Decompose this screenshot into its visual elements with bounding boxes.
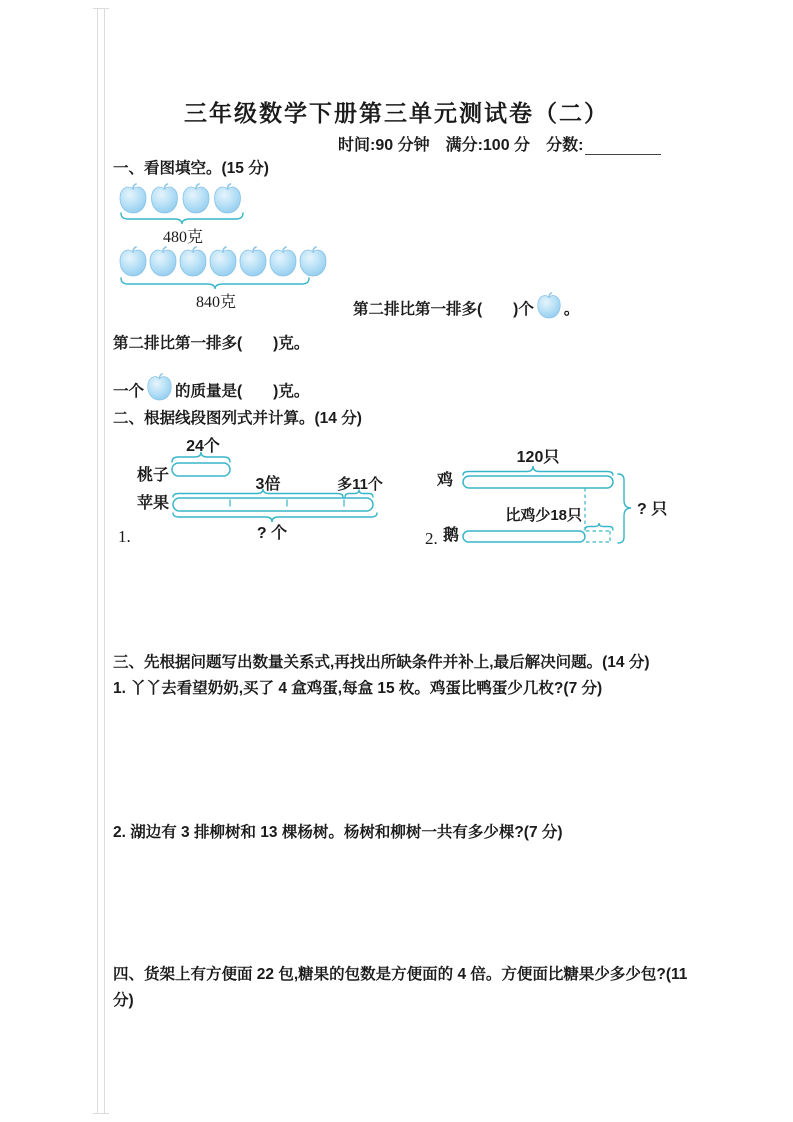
- peach-bar: [172, 463, 230, 476]
- segment-diagram-peach-apple: [108, 436, 430, 552]
- apple-icon: [183, 184, 209, 213]
- question-more-apples-text: 第二排比第一排多( )个: [353, 301, 534, 318]
- less-brace-icon: [585, 523, 613, 530]
- segment-diagram-chicken-goose: [420, 438, 692, 550]
- question-more-apples-period: 。: [563, 301, 580, 318]
- margin-rule-top-cap: [93, 8, 109, 9]
- more-label: 多11个: [337, 476, 383, 493]
- apple-row-2: [118, 246, 358, 277]
- apple-icon: [300, 247, 326, 276]
- item-number: 1.: [118, 527, 131, 546]
- total-brace-icon: [618, 474, 631, 543]
- chicken-count-label: 120只: [516, 449, 560, 466]
- question-apple-weight: [113, 368, 309, 401]
- times-label: 3倍: [255, 476, 281, 493]
- apple-row-label: 苹果: [137, 495, 170, 512]
- total-question-label: ? 只: [637, 501, 668, 518]
- apple-icon: [146, 373, 173, 401]
- apple-icon: [180, 247, 206, 276]
- question-more-apples: [353, 287, 579, 319]
- section-three-item-2: 2. 湖边有 3 排柳树和 13 棵杨树。杨树和柳树一共有多少棵?(7 分): [113, 824, 563, 841]
- section-three-item-1: 1. 丫丫去看望奶奶,买了 4 盒鸡蛋,每盒 15 枚。鸡蛋比鸭蛋少几枚?(7 分): [113, 680, 603, 697]
- weight-label-row-1: 480克: [162, 229, 203, 246]
- apple-icon: [152, 184, 178, 213]
- apple-icon: [210, 247, 236, 276]
- apple-icon: [215, 184, 241, 213]
- meta-line: [338, 132, 661, 155]
- apple-icon: [270, 247, 296, 276]
- time-label: 时间:90 分钟: [338, 137, 430, 154]
- peach-brace-icon: [172, 452, 230, 462]
- apple-icon: [120, 184, 146, 213]
- margin-rule-inner: [104, 8, 105, 1114]
- chicken-bar: [463, 476, 613, 488]
- apple-icon: [240, 247, 266, 276]
- peach-count-label: 24个: [186, 438, 220, 455]
- question-more-grams: 第二排比第一排多( )克。: [113, 335, 310, 352]
- peach-row-label: 桃子: [137, 467, 170, 484]
- apple-icon: [120, 247, 146, 276]
- question-apple-weight-prefix: 一个: [113, 383, 145, 400]
- score-blank-line: [585, 138, 661, 155]
- score-label: 分数:: [546, 137, 584, 154]
- margin-rule-outer: [97, 8, 98, 1114]
- chicken-brace-icon: [463, 466, 613, 475]
- full-marks-label: 满分:100 分: [445, 137, 531, 154]
- apple-bar: [173, 498, 373, 511]
- apple-icon: [150, 247, 176, 276]
- section-one-heading: 一、看图填空。(15 分): [113, 160, 269, 177]
- total-brace-icon: [173, 513, 377, 522]
- question-apple-weight-suffix: 的质量是( )克。: [175, 383, 310, 400]
- section-three-heading: 三、先根据问题写出数量关系式,再找出所缺条件并补上,最后解决问题。(14 分): [113, 654, 650, 671]
- total-question-label: ? 个: [256, 525, 288, 542]
- item-number: 2.: [425, 529, 438, 548]
- section-two-heading: 二、根据线段图列式并计算。(14 分): [113, 410, 362, 427]
- goose-bar: [463, 531, 585, 542]
- goose-row-label: 鹅: [443, 527, 460, 544]
- section-four-heading: 四、货架上有方便面 22 包,糖果的包数是方便面的 4 倍。方便面比糖果少多少包?(11 分): [113, 966, 688, 1009]
- page-title: 三年级数学下册第三单元测试卷（二）: [184, 101, 609, 126]
- less-than-label: 比鸡少18只: [505, 507, 582, 524]
- chicken-row-label: 鸡: [437, 472, 454, 489]
- weight-label-row-2: 840克: [195, 294, 236, 311]
- apple-icon: [536, 292, 562, 319]
- margin-rule-bottom-cap: [93, 1113, 109, 1114]
- apple-row-1: [118, 183, 278, 214]
